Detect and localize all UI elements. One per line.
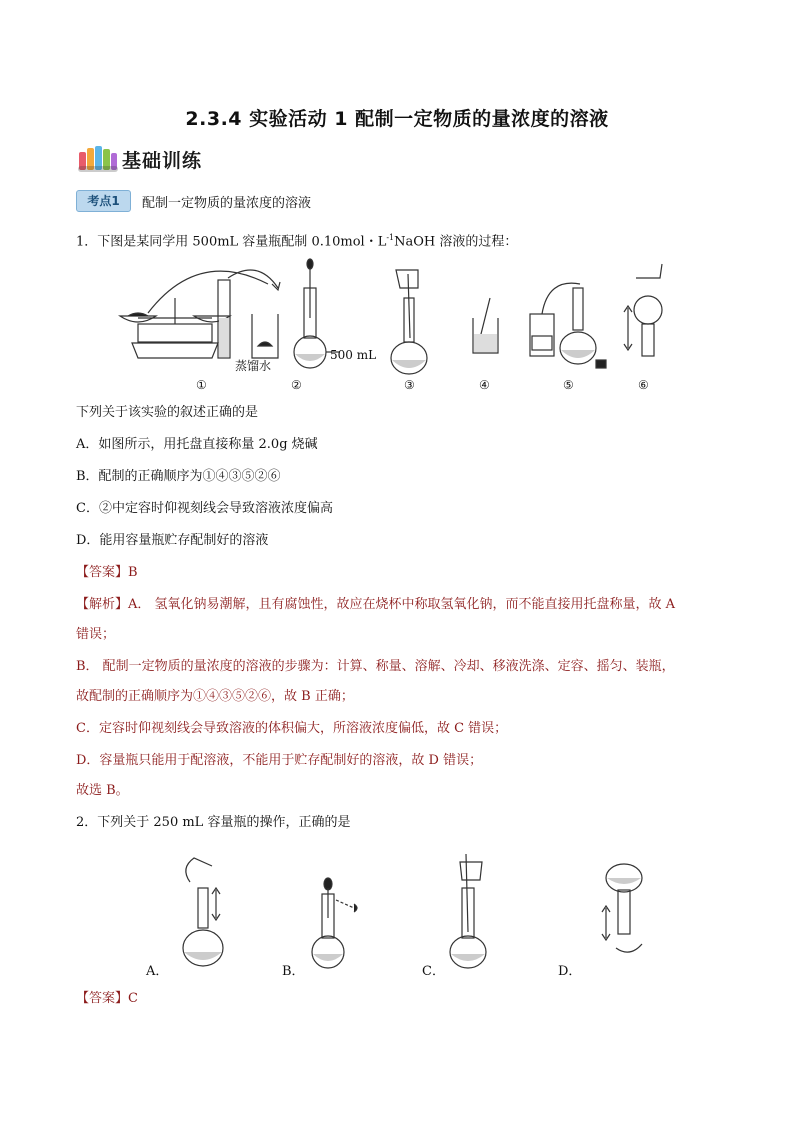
q1-option-a: A．如图所示，用托盘直接称量 2.0g 烧碱 <box>76 437 318 452</box>
knowledge-point-tag: 考点1 <box>76 190 131 212</box>
water-label: 蒸馏水 <box>235 359 272 373</box>
option-b-illustration <box>312 878 357 968</box>
q2-figure <box>150 848 670 978</box>
q1-analysis-line: 故选 B。 <box>76 783 129 798</box>
flask-6-illustration <box>624 264 662 356</box>
q1-analysis-line: 【解析】A． 氢氧化钠易潮解，且有腐蚀性，故应在烧杯中称取氢氧化钠，而不能直接用托盘称量，故 A <box>76 597 676 612</box>
section-banner <box>76 142 276 176</box>
q2-option-b-label: B． <box>282 964 305 979</box>
q1-option-b: B．配制的正确顺序为①④③⑤②⑥ <box>76 469 281 484</box>
step-number: ③ <box>404 378 415 392</box>
pencils-icon <box>76 142 120 176</box>
option-c-illustration <box>450 854 486 968</box>
q1-analysis-line: B． 配制一定物质的量浓度的溶液的步骤为：计算、称量、溶解、冷却、移液洗涤、定容、摇匀、装瓶， <box>76 659 675 674</box>
knowledge-point-text: 配制一定物质的量浓度的溶液 <box>142 196 312 211</box>
q1-analysis-line: D．容量瓶只能用于配溶液，不能用于贮存配制好的溶液，故 D 错误； <box>76 753 483 768</box>
q1-prompt: 下列关于该实验的叙述正确的是 <box>76 405 259 420</box>
q1-stem: 1．下图是某同学用 500mL 容量瓶配制 0.10mol・$L^{-1}NaOH$ 溶液的过程： <box>76 233 518 250</box>
step-number: ④ <box>479 378 490 392</box>
q2-answer: 【答案】C <box>76 991 138 1006</box>
page-title: 2.3.4 实验活动 1 配制一定物质的量浓度的溶液 <box>185 108 609 130</box>
step-number: ② <box>291 378 302 392</box>
q2-stem: 2．下列关于 250 mL 容量瓶的操作，正确的是 <box>76 815 351 830</box>
beaker-illustration <box>252 314 278 358</box>
q2-option-c-label: C． <box>422 964 445 979</box>
q2-option-a-label: A． <box>146 964 169 979</box>
option-d-illustration <box>602 864 642 952</box>
q1-analysis-line: 故配制的正确顺序为①④③⑤②⑥，故 B 正确； <box>76 689 354 704</box>
q1-answer: 【答案】B <box>76 565 138 580</box>
step-number: ⑥ <box>638 378 649 392</box>
q1-analysis-line: 错误； <box>76 627 116 642</box>
q1-option-c: C．②中定容时仰视刻线会导致溶液浓度偏高 <box>76 501 333 516</box>
q1-analysis-line: C．定容时仰视刻线会导致溶液的体积偏大，所溶液浓度偏低，故 C 错误； <box>76 721 508 736</box>
flask-5-illustration <box>530 283 606 368</box>
balance-illustration <box>120 271 268 358</box>
step-number: ① <box>196 378 207 392</box>
step-number: ⑤ <box>563 378 574 392</box>
option-a-illustration <box>183 858 223 966</box>
q1-figure <box>118 258 678 398</box>
volume-label: 500 mL <box>330 348 377 362</box>
knowledge-point <box>76 190 596 212</box>
flask-3-illustration <box>391 270 427 374</box>
beaker-4-illustration <box>473 298 498 353</box>
q1-option-d: D．能用容量瓶贮存配制好的溶液 <box>76 533 269 548</box>
q2-option-d-label: D． <box>558 964 582 979</box>
section-title: 基础训练 <box>122 150 203 172</box>
